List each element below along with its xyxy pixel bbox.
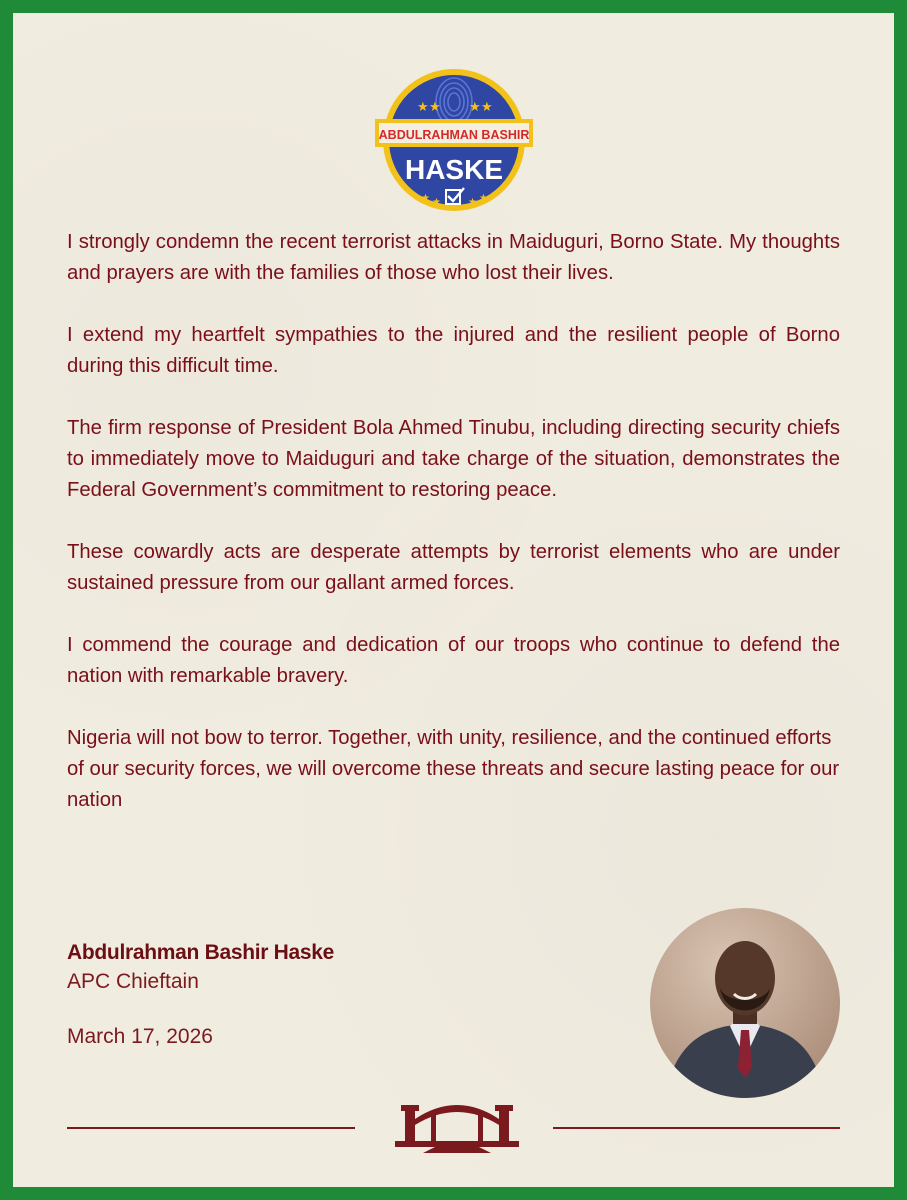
statement-paragraph: I extend my heartfelt sympathies to the injured and the resilient people of Borno during this difficult time. [67, 324, 840, 377]
statement-paragraph: I commend the courage and dedication of our troops who continue to defend the nation with remarkable bravery. [67, 634, 840, 687]
portrait-photo [650, 908, 840, 1098]
logo-main-text: HASKE [404, 154, 504, 185]
svg-text:★: ★ [481, 100, 493, 115]
svg-text:★: ★ [417, 100, 429, 115]
svg-text:★: ★ [479, 193, 488, 204]
footer-divider-left [67, 1127, 355, 1129]
statement-date: March 17, 2026 [67, 1025, 213, 1048]
footer-divider-right [553, 1127, 840, 1129]
haske-logo [369, 55, 539, 225]
svg-text:★: ★ [468, 197, 477, 208]
statement-paragraph: The firm response of President Bola Ahmed Tinubu, including directing security chiefs to immediately move to Maiduguri and take charge of the situation, demonstrates the Federal Government’s commitment to restoring peace. [67, 417, 840, 501]
svg-text:★: ★ [469, 100, 481, 115]
signatory-name: Abdulrahman Bashir Haske [67, 941, 335, 964]
svg-text:★: ★ [421, 193, 430, 204]
svg-text:★: ★ [429, 100, 441, 115]
city-gate-icon [391, 1089, 523, 1153]
letter-paper [13, 13, 894, 1187]
signatory-title: APC Chieftain [67, 970, 199, 993]
statement-body [67, 227, 840, 816]
svg-text:★: ★ [432, 197, 441, 208]
statement-paragraph: Nigeria will not bow to terror. Together, with unity, resilience, and the continued efforts of our security forces, we will overcome these threats and secure lasting peace for our nation [67, 727, 840, 811]
statement-paragraph: I strongly condemn the recent terrorist attacks in Maiduguri, Borno State. My thoughts and prayers are with the families of those who lost their lives. [67, 231, 840, 284]
statement-paragraph: These cowardly acts are desperate attempts by terrorist elements who are under sustained pressure from our gallant armed forces. [67, 541, 840, 594]
logo-top-text: ABDULRAHMAN BASHIR [378, 128, 530, 142]
